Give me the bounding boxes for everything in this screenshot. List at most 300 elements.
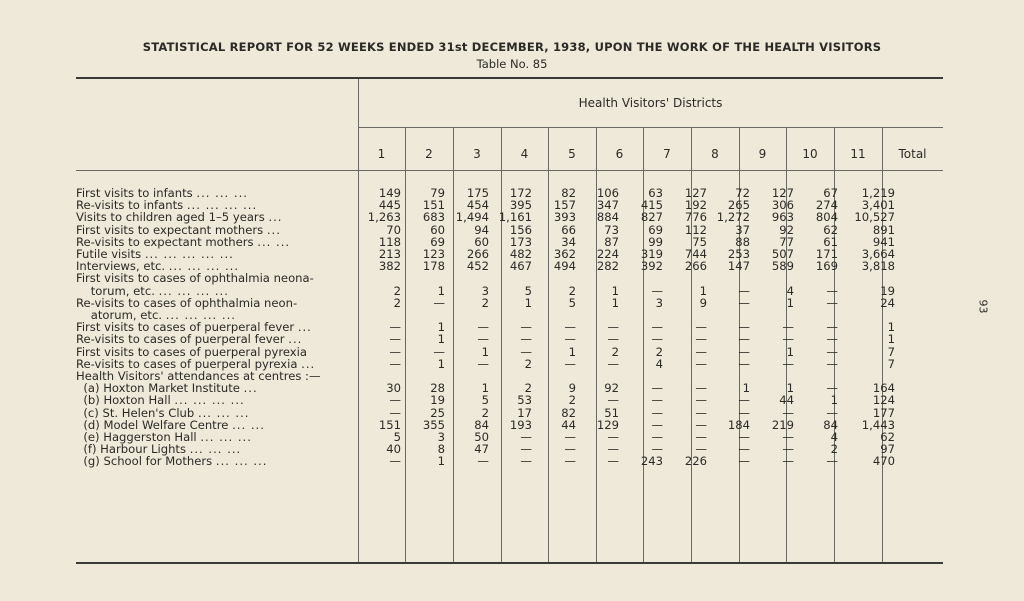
- table-cell: [794, 272, 838, 284]
- table-cell: —: [651, 283, 663, 298]
- table-cell: 494: [553, 259, 576, 274]
- table-cell: 1,272: [716, 210, 750, 225]
- table-cell: —: [695, 442, 707, 457]
- table-row: [76, 455, 895, 467]
- row-label-text: Re-visits to cases of ophthalmia neon-: [76, 295, 298, 310]
- table-cell: 9: [568, 381, 576, 396]
- table-cell: 61: [823, 234, 838, 249]
- table-cell: [663, 272, 707, 284]
- table-cell: 884: [596, 210, 619, 225]
- table-cell: —: [826, 283, 838, 298]
- table-cell: 28: [430, 381, 445, 396]
- table-cell: —: [695, 381, 707, 396]
- table-cell: 744: [684, 247, 707, 262]
- table-cell: —: [433, 295, 445, 310]
- table-cell: 1: [524, 295, 532, 310]
- table-cell: [838, 309, 895, 321]
- table-cell: —: [826, 381, 838, 396]
- table-cell: 84: [823, 417, 838, 432]
- page-number: 93: [976, 299, 990, 314]
- table-cell: —: [826, 344, 838, 359]
- table-cell: 362: [553, 247, 576, 262]
- row-label-text: (g) School for Mothers: [76, 454, 213, 469]
- row-label-text: First visits to infants: [76, 186, 193, 200]
- table-cell: 164: [872, 381, 895, 396]
- table-cell: —: [389, 332, 401, 347]
- table-cell: 19: [880, 283, 895, 298]
- table-cell: 804: [815, 210, 838, 225]
- leader-dots: ...: [268, 210, 283, 225]
- table-cell: 1: [437, 356, 445, 371]
- leader-dots: ... ... ...: [200, 430, 252, 445]
- table-cell: —: [651, 430, 663, 445]
- table-cell: [838, 272, 895, 284]
- table-cell: —: [695, 417, 707, 432]
- table-cell: 1,263: [367, 210, 401, 225]
- table-cell: —: [651, 405, 663, 420]
- table-cell: —: [695, 405, 707, 420]
- leader-dots: ...: [301, 356, 316, 371]
- leader-dots: ... ... ... ... ...: [144, 247, 234, 262]
- table-cell: 1,219: [861, 186, 895, 200]
- table-cell: 382: [378, 259, 401, 274]
- table-cell: 7: [887, 344, 895, 359]
- table-cell: 963: [771, 210, 794, 225]
- table-cell: 44: [561, 417, 576, 432]
- table-cell: 151: [422, 198, 445, 213]
- column-header: 4: [520, 147, 529, 161]
- table-cell: —: [782, 320, 794, 335]
- table-cell: 2: [568, 393, 576, 408]
- table-cell: 265: [727, 198, 750, 213]
- leader-dots: ...: [266, 222, 281, 237]
- row-label-text: First visits to cases of puerperal fever: [76, 320, 295, 335]
- table-cell: 50: [474, 430, 489, 445]
- table-cell: 156: [509, 222, 532, 237]
- table-cell: 282: [596, 259, 619, 274]
- table-cell: —: [651, 442, 663, 457]
- table-cell: 25: [430, 405, 445, 420]
- table-cell: 3: [655, 295, 663, 310]
- table-cell: 2: [393, 283, 401, 298]
- table-cell: 5: [481, 393, 489, 408]
- table-cell: —: [477, 332, 489, 347]
- table-cell: 127: [771, 186, 794, 200]
- table-cell: 2: [830, 442, 838, 457]
- table-cell: 507: [771, 247, 794, 262]
- row-label-text: (f) Harbour Lights: [76, 442, 186, 457]
- row-label-text: Interviews, etc.: [76, 259, 166, 274]
- table-cell: 1: [568, 344, 576, 359]
- table-cell: 1: [887, 332, 895, 347]
- table-cell: 9: [699, 295, 707, 310]
- table-cell: 63: [648, 186, 663, 200]
- table-cell: —: [651, 320, 663, 335]
- header-bottom-rule: [76, 170, 943, 171]
- table-cell: —: [651, 417, 663, 432]
- table-cell: —: [738, 295, 750, 310]
- table-cell: —: [607, 393, 619, 408]
- table-cell: 7: [887, 356, 895, 371]
- leader-dots: ... ... ... ...: [168, 259, 240, 274]
- table-cell: [489, 272, 532, 284]
- table-cell: —: [738, 320, 750, 335]
- table-cell: —: [826, 454, 838, 469]
- table-cell: 454: [466, 198, 489, 213]
- table-cell: —: [477, 356, 489, 371]
- table-cell: 1: [437, 283, 445, 298]
- table-cell: 683: [422, 210, 445, 225]
- table-cell: —: [738, 405, 750, 420]
- leader-dots: ...: [297, 320, 312, 335]
- table-cell: 776: [684, 210, 707, 225]
- table-cell: 3: [481, 283, 489, 298]
- row-label-text: Re-visits to infants: [76, 198, 184, 213]
- table-cell: 827: [640, 210, 663, 225]
- table-cell: 266: [684, 259, 707, 274]
- leader-dots: ...: [243, 381, 258, 396]
- table-cell: 347: [596, 198, 619, 213]
- table-cell: —: [607, 320, 619, 335]
- row-label-text: Re-visits to cases of puerperal pyrexia: [76, 356, 298, 371]
- table-cell: 1: [830, 393, 838, 408]
- table-cell: 112: [684, 222, 707, 237]
- table-cell: —: [782, 356, 794, 371]
- table-cell: —: [826, 320, 838, 335]
- column-header: 9: [758, 147, 767, 161]
- table-cell: 10,527: [854, 210, 895, 225]
- table-cell: —: [651, 381, 663, 396]
- table-cell: [358, 272, 401, 284]
- table-cell: 1: [437, 332, 445, 347]
- table-cell: 66: [561, 222, 576, 237]
- column-header: 11: [850, 147, 866, 161]
- table-cell: 2: [655, 344, 663, 359]
- table-cell: 17: [517, 405, 532, 420]
- table-cell: 124: [872, 393, 895, 408]
- table-cell: —: [520, 320, 532, 335]
- table-cell: —: [782, 405, 794, 420]
- table-cell: 60: [430, 222, 445, 237]
- table-cell: 266: [466, 247, 489, 262]
- row-label-text: Re-visits to cases of puerperal fever: [76, 332, 285, 347]
- table-cell: —: [738, 454, 750, 469]
- table-cell: —: [564, 320, 576, 335]
- table-cell: —: [738, 430, 750, 445]
- table-cell: 127: [684, 186, 707, 200]
- table-cell: 1: [437, 320, 445, 335]
- table-cell: [619, 272, 663, 284]
- table-cell: 92: [779, 222, 794, 237]
- table-cell: 118: [378, 234, 401, 249]
- table-cell: 184: [727, 417, 750, 432]
- table-cell: 88: [735, 234, 750, 249]
- table-cell: 129: [596, 417, 619, 432]
- table-cell: 19: [430, 393, 445, 408]
- table-cell: —: [564, 356, 576, 371]
- leader-dots: ... ...: [232, 417, 265, 432]
- table-cell: 415: [640, 198, 663, 213]
- table-cell: 75: [692, 234, 707, 249]
- table-cell: [576, 272, 619, 284]
- row-label-text: Visits to children aged 1–5 years: [76, 210, 265, 225]
- table-cell: —: [695, 320, 707, 335]
- table-cell: 37: [735, 222, 750, 237]
- table-cell: 226: [684, 454, 707, 469]
- table-cell: 149: [378, 186, 401, 200]
- table-cell: 243: [640, 454, 663, 469]
- table-cell: —: [389, 393, 401, 408]
- table-body: [76, 187, 895, 468]
- table-number: Table No. 85: [476, 57, 548, 71]
- table-cell: 3,401: [861, 198, 895, 213]
- visits-table: [76, 187, 895, 468]
- table-cell: 47: [474, 442, 489, 457]
- table-cell: —: [695, 344, 707, 359]
- table-cell: 891: [872, 222, 895, 237]
- table-cell: 53: [517, 393, 532, 408]
- table-cell: 1: [699, 283, 707, 298]
- table-cell: —: [782, 430, 794, 445]
- table-cell: 445: [378, 198, 401, 213]
- table-cell: 73: [604, 222, 619, 237]
- row-label-text: (b) Hoxton Hall: [76, 393, 171, 408]
- table-cell: 172: [509, 186, 532, 200]
- table-cell: 62: [823, 222, 838, 237]
- table-cell: 4: [655, 356, 663, 371]
- table-cell: 51: [604, 405, 619, 420]
- table-cell: 193: [509, 417, 532, 432]
- row-label-text: (d) Model Welfare Centre: [76, 417, 229, 432]
- leader-dots: ... ... ...: [189, 442, 242, 457]
- table-cell: [750, 272, 794, 284]
- table-cell: —: [651, 393, 663, 408]
- table-cell: —: [738, 283, 750, 298]
- table-cell: —: [520, 344, 532, 359]
- table-cell: —: [389, 320, 401, 335]
- row-label-text: First visits to cases of puerperal pyrexia: [76, 344, 307, 359]
- row-label-text: (c) St. Helen's Club: [76, 405, 195, 420]
- table-cell: 2: [524, 356, 532, 371]
- table-cell: —: [477, 320, 489, 335]
- row-label-text: First visits to expectant mothers: [76, 222, 264, 237]
- table-cell: 1,443: [861, 417, 895, 432]
- table-cell: 192: [684, 198, 707, 213]
- table-cell: 4: [786, 283, 794, 298]
- table-cell: 1: [786, 381, 794, 396]
- table-cell: 77: [779, 234, 794, 249]
- row-label-text: atorum, etc.: [76, 308, 163, 323]
- table-cell: 171: [815, 247, 838, 262]
- table-cell: —: [782, 442, 794, 457]
- table-cell: 2: [568, 283, 576, 298]
- table-cell: —: [826, 405, 838, 420]
- leader-dots: ... ... ... ...: [158, 283, 229, 298]
- table-cell: —: [782, 332, 794, 347]
- table-cell: 40: [386, 442, 401, 457]
- table-cell: —: [826, 295, 838, 310]
- column-header: 1: [377, 147, 386, 161]
- table-cell: 175: [466, 186, 489, 200]
- row-label-text: torum, etc.: [76, 283, 155, 298]
- table-cell: 1: [481, 344, 489, 359]
- column-header: 2: [425, 147, 433, 161]
- table-cell: 87: [604, 234, 619, 249]
- column-header: 10: [802, 147, 818, 161]
- table-cell: —: [695, 356, 707, 371]
- leader-dots: ... ... ...: [215, 454, 268, 469]
- table-cell: 306: [771, 198, 794, 213]
- table-cell: 1: [786, 295, 794, 310]
- row-label-text: First visits to cases of ophthalmia neona-: [76, 271, 314, 286]
- column-header: 6: [615, 147, 624, 161]
- table-cell: 3: [437, 430, 445, 445]
- table-cell: 395: [509, 198, 532, 213]
- table-cell: —: [433, 344, 445, 359]
- row-label-text: Re-visits to expectant mothers: [76, 234, 254, 249]
- table-cell: 30: [386, 381, 401, 396]
- table-cell: —: [651, 332, 663, 347]
- table-cell: —: [826, 332, 838, 347]
- row-label-text: (e) Haggerston Hall: [76, 430, 197, 445]
- table-cell: —: [695, 332, 707, 347]
- table-cell: —: [520, 430, 532, 445]
- column-header: 3: [473, 147, 481, 161]
- table-cell: 5: [568, 295, 576, 310]
- table-cell: 1: [742, 381, 750, 396]
- table-cell: —: [520, 332, 532, 347]
- table-cell: —: [520, 454, 532, 469]
- table-cell: 99: [648, 234, 663, 249]
- table-cell: 3,818: [861, 259, 895, 274]
- bottom-rule: [76, 562, 943, 564]
- table-cell: —: [564, 454, 576, 469]
- table-cell: 2: [524, 381, 532, 396]
- table-cell: 82: [561, 186, 576, 200]
- table-cell: 84: [474, 417, 489, 432]
- table-cell: —: [389, 344, 401, 359]
- table-cell: 393: [553, 210, 576, 225]
- table-cell: —: [607, 454, 619, 469]
- table-cell: [445, 272, 489, 284]
- row-label: [76, 455, 358, 467]
- table-cell: 70: [386, 222, 401, 237]
- table-cell: 213: [378, 247, 401, 262]
- table-cell: 1: [611, 295, 619, 310]
- table-cell: 157: [553, 198, 576, 213]
- leader-dots: ... ... ... ...: [174, 393, 245, 408]
- leader-dots: ... ... ...: [197, 405, 250, 420]
- table-cell: 2: [481, 295, 489, 310]
- table-cell: 177: [872, 405, 895, 420]
- table-cell: 1: [437, 454, 445, 469]
- row-label-text: Health Visitors' attendances at centres :—: [76, 369, 321, 384]
- column-header: 8: [711, 147, 719, 161]
- table-cell: 253: [727, 247, 750, 262]
- table-cell: —: [738, 344, 750, 359]
- table-cell: —: [738, 442, 750, 457]
- table-cell: —: [389, 356, 401, 371]
- table-cell: —: [607, 442, 619, 457]
- table-cell: 1: [786, 344, 794, 359]
- table-cell: 1,161: [498, 210, 532, 225]
- districts-caption: Health Visitors' Districts: [578, 96, 723, 110]
- table-cell: 60: [474, 234, 489, 249]
- table-cell: 941: [872, 234, 895, 249]
- table-cell: 3,664: [861, 247, 895, 262]
- leader-dots: ... ...: [257, 234, 291, 249]
- table-cell: —: [477, 454, 489, 469]
- table-cell: —: [607, 356, 619, 371]
- table-cell: —: [695, 393, 707, 408]
- table-cell: 4: [830, 430, 838, 445]
- table-cell: 224: [596, 247, 619, 262]
- column-header: 7: [663, 147, 671, 161]
- table-cell: 2: [393, 295, 401, 310]
- table-cell: 2: [611, 344, 619, 359]
- table-cell: —: [389, 405, 401, 420]
- table-cell: 79: [430, 186, 445, 200]
- table-cell: 34: [561, 234, 576, 249]
- table-cell: —: [738, 393, 750, 408]
- table-cell: 589: [771, 259, 794, 274]
- table-cell: 274: [815, 198, 838, 213]
- table-cell: [707, 272, 750, 284]
- leader-dots: ... ... ... ...: [165, 308, 236, 323]
- table-cell: 178: [422, 259, 445, 274]
- column-header: 5: [568, 147, 576, 161]
- table-cell: 44: [779, 393, 794, 408]
- table-cell: 319: [640, 247, 663, 262]
- table-cell: 92: [604, 381, 619, 396]
- table-cell: 67: [823, 186, 838, 200]
- table-cell: 94: [474, 222, 489, 237]
- table-cell: —: [520, 442, 532, 457]
- table-cell: 8: [437, 442, 445, 457]
- table-cell: —: [782, 454, 794, 469]
- table-cell: 151: [378, 417, 401, 432]
- table-cell: 147: [727, 259, 750, 274]
- table-cell: —: [738, 356, 750, 371]
- leader-dots: ... ... ... ...: [186, 198, 258, 213]
- table-cell: —: [564, 430, 576, 445]
- header-divider: [358, 127, 943, 128]
- table-cell: 482: [509, 247, 532, 262]
- table-cell: 355: [422, 417, 445, 432]
- table-cell: 123: [422, 247, 445, 262]
- row-label-text: Futile visits: [76, 247, 142, 262]
- table-cell: 219: [771, 417, 794, 432]
- table-cell: 1: [611, 283, 619, 298]
- table-cell: —: [607, 430, 619, 445]
- table-cell: —: [564, 442, 576, 457]
- table-cell: 62: [880, 430, 895, 445]
- column-header: Total: [898, 147, 927, 161]
- table-cell: 24: [880, 295, 895, 310]
- table-cell: 169: [815, 259, 838, 274]
- table-cell: 470: [872, 454, 895, 469]
- table-cell: —: [564, 332, 576, 347]
- table-cell: 392: [640, 259, 663, 274]
- table-cell: 452: [466, 259, 489, 274]
- leader-dots: ...: [288, 332, 303, 347]
- table-cell: —: [826, 356, 838, 371]
- table-cell: [401, 272, 445, 284]
- table-cell: —: [695, 430, 707, 445]
- table-cell: 82: [561, 405, 576, 420]
- table-cell: 5: [524, 283, 532, 298]
- table-cell: —: [738, 332, 750, 347]
